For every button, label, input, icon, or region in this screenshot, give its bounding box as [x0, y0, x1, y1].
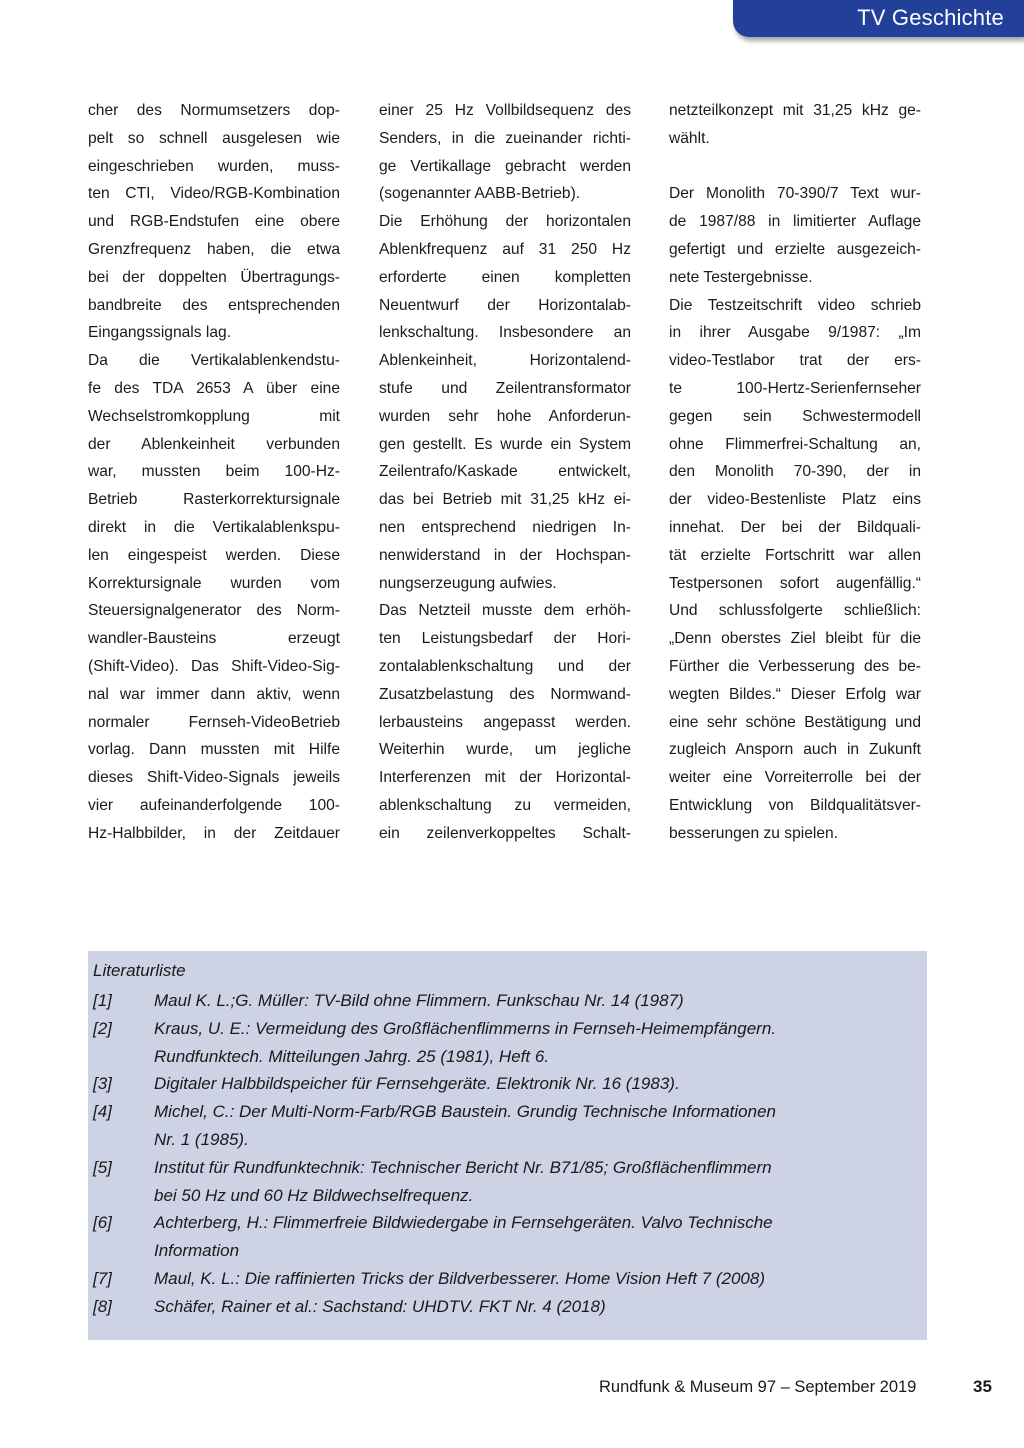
- body-text-line: nen entsprechend niedrigen In-: [379, 518, 631, 536]
- body-text-line: tät erzielte Fortschritt war allen: [669, 546, 921, 564]
- body-text-line: Betrieb Rasterkorrektursignale: [88, 491, 340, 509]
- body-text-line: Zeilentrafo/Kaskade entwickelt,: [379, 463, 631, 481]
- section-header-tab: [733, 0, 1024, 37]
- body-text-line: stufe und Zeilentransformator: [379, 379, 631, 397]
- body-text-line: ein zeilenverkoppeltes Schalt-: [379, 824, 631, 842]
- body-text-line: nete Testergebnisse.: [669, 268, 813, 286]
- body-text-line: vorlag. Dann mussten mit Hilfe: [88, 741, 340, 759]
- paragraph-spacer: [669, 153, 921, 181]
- reference-text: Michel, C.: Der Multi-Norm-Farb/RGB Baustein. Grundig Technische Informationen: [154, 1102, 776, 1122]
- body-text-line: len eingespeist werden. Diese: [88, 546, 340, 564]
- section-title: TV Geschichte: [857, 5, 1004, 30]
- body-text-line: wählt.: [669, 129, 710, 147]
- body-text-line: (Shift-Video). Das Shift-Video-Sig-: [88, 657, 340, 675]
- reference-text: bei 50 Hz und 60 Hz Bildwechselfrequenz.: [154, 1185, 474, 1205]
- body-text-line: den Monolith 70-390, der in: [669, 463, 921, 481]
- body-text-line: gefertigt und erzielte ausgezeich-: [669, 240, 921, 258]
- body-text-line: Senders, in die zueinander richti-: [379, 129, 631, 147]
- body-text-line: ohne Flimmerfrei-Schaltung an,: [669, 435, 921, 453]
- body-text-line: Das Netzteil musste dem erhöh-: [379, 602, 631, 620]
- body-text-line: Grenzfrequenz haben, die etwa: [88, 240, 340, 258]
- body-text-line: cher des Normumsetzers dop-: [88, 102, 340, 119]
- reference-number: [4]: [93, 1102, 112, 1122]
- body-text-line: nungserzeugung aufwies.: [379, 574, 557, 592]
- body-text-line: de 1987/88 in limitierter Auflage: [669, 213, 921, 231]
- body-text-line: pelt so schnell ausgelesen wie: [88, 129, 340, 147]
- body-text-line: gegen sein Schwestermodell: [669, 407, 921, 425]
- body-text-line: der Ablenkeinheit verbunden: [88, 435, 340, 453]
- reference-text: Achterberg, H.: Flimmerfreie Bildwiedergabe in Fernsehgeräten. Valvo Technische: [154, 1213, 773, 1233]
- body-text-line: netzteilkonzept mit 31,25 kHz ge-: [669, 102, 921, 119]
- body-text-line: war, mussten beim 100-Hz-: [88, 463, 340, 481]
- body-text-line: Ablenkfrequenz auf 31 250 Hz: [379, 240, 631, 258]
- body-text-line: eine sehr schöne Bestätigung und: [669, 713, 921, 731]
- body-text-line: Entwicklung von Bildqualitätsver-: [669, 796, 921, 814]
- body-text-line: normaler Fernseh-VideoBetrieb: [88, 713, 340, 731]
- reference-text: Digitaler Halbbildspeicher für Fernsehgeräte. Elektronik Nr. 16 (1983).: [154, 1074, 680, 1094]
- reference-list-title: Literaturliste: [93, 961, 186, 980]
- body-text-line: nal war immer dann aktiv, wenn: [88, 685, 340, 703]
- body-text-line: dieses Shift-Video-Signals jeweils: [88, 769, 340, 787]
- body-text-line: Der Monolith 70-390/7 Text wur-: [669, 185, 921, 203]
- body-text-line: te 100-Hertz-Serienfernseher: [669, 379, 921, 397]
- footer-publication: Rundfunk & Museum 97 – September 2019: [599, 1378, 917, 1396]
- body-text-line: besserungen zu spielen.: [669, 824, 839, 842]
- reference-number: [8]: [93, 1296, 112, 1316]
- body-text-line: Ablenkeinheit, Horizontalend-: [379, 352, 631, 370]
- body-text-line: ten Leistungsbedarf der Hori-: [379, 630, 631, 648]
- body-text-line: Hz-Halbbilder, in der Zeitdauer: [88, 824, 340, 842]
- body-text-line: gen gestellt. Es wurde ein System: [379, 435, 631, 453]
- body-text-line: zontalablenkschaltung und der: [379, 657, 631, 675]
- body-text-line: lerbausteins angepasst werden.: [379, 713, 631, 731]
- body-text-line: video-Testlabor trat der ers-: [669, 352, 921, 370]
- body-text-line: ge Vertikallage gebracht werden: [379, 157, 631, 175]
- reference-number: [2]: [93, 1018, 112, 1038]
- reference-text: Information: [154, 1241, 240, 1261]
- body-text-line: erforderte einen kompletten: [379, 268, 631, 286]
- reference-number: [5]: [93, 1157, 112, 1177]
- body-text-line: Die Testzeitschrift video schrieb: [669, 296, 921, 314]
- reference-number: [6]: [93, 1213, 112, 1233]
- body-text-line: Da die Vertikalablenkendstu-: [88, 352, 340, 370]
- reference-text: Maul K. L.;G. Müller: TV-Bild ohne Flimmern. Funkschau Nr. 14 (1987): [154, 991, 684, 1010]
- body-text-line: (sogenannter AABB-Betrieb).: [379, 185, 581, 203]
- body-text-line: eingeschrieben wurden, muss-: [88, 157, 340, 175]
- text-column-2: [379, 97, 631, 848]
- body-text-line: innehat. Der bei der Bildquali-: [669, 518, 921, 536]
- body-text-line: wegten Bildes.“ Dieser Erfolg war: [669, 685, 921, 703]
- body-text-line: wandler-Bausteins erzeugt: [88, 630, 340, 648]
- body-text-line: Weiterhin wurde, um jegliche: [379, 741, 631, 759]
- body-text-line: Testpersonen sofort augenfällig.“: [669, 574, 921, 592]
- reference-text: Nr. 1 (1985).: [154, 1130, 249, 1149]
- body-text-line: in ihrer Ausgabe 9/1987: „Im: [669, 324, 921, 342]
- body-text-line: wurden sehr hohe Anforderun-: [379, 407, 631, 425]
- body-text-line: zugleich Ansporn auch in Zukunft: [669, 741, 921, 759]
- body-text-line: „Denn oberstes Ziel bleibt für die: [669, 630, 921, 648]
- body-text-line: lenkschaltung. Insbesondere an: [379, 324, 631, 342]
- body-text-line: Steuersignalgenerator des Norm-: [88, 602, 340, 620]
- body-text-line: Fürther die Verbesserung des be-: [669, 657, 921, 675]
- body-text-line: Wechselstromkopplung mit: [88, 407, 340, 425]
- reference-text: Kraus, U. E.: Vermeidung des Großflächenflimmerns in Fernseh-Heimempfängern.: [154, 1018, 777, 1038]
- body-text-line: Und schlussfolgerte schließlich:: [669, 602, 921, 620]
- body-text-line: bandbreite des entsprechenden: [88, 296, 340, 314]
- reference-number: [1]: [93, 991, 112, 1010]
- text-column-1: [88, 97, 340, 848]
- body-text-line: Interferenzen mit der Horizontal-: [379, 769, 631, 787]
- body-text-line: Zusatzbelastung des Normwand-: [379, 685, 631, 703]
- body-text-line: weiter eine Vorreiterrolle bei der: [669, 769, 921, 787]
- body-text-line: das bei Betrieb mit 31,25 kHz ei-: [379, 491, 631, 509]
- body-text-line: vier aufeinanderfolgende 100-: [88, 796, 340, 814]
- reference-number: [7]: [93, 1269, 112, 1288]
- body-text-line: direkt in die Vertikalablenkspu-: [88, 518, 340, 536]
- body-text-line: Eingangssignals lag.: [88, 324, 232, 342]
- reference-number: [3]: [93, 1074, 112, 1094]
- body-text-line: Die Erhöhung der horizontalen: [379, 213, 631, 231]
- reference-text: Maul, K. L.: Die raffinierten Tricks der Bildverbesserer. Home Vision Heft 7 (2008): [154, 1269, 765, 1288]
- body-text-line: Neuentwurf der Horizontalab-: [379, 296, 631, 314]
- body-text-line: Korrektursignale wurden vom: [88, 574, 340, 592]
- body-text-line: der video-Bestenliste Platz eins: [669, 491, 921, 509]
- body-text-line: fe des TDA 2653 A über eine: [88, 379, 340, 397]
- reference-text: Rundfunktech. Mitteilungen Jahrg. 25 (1981), Heft 6.: [154, 1046, 550, 1066]
- reference-text: Institut für Rundfunktechnik: Technischer Bericht Nr. B71/85; Großflächenflimmern: [154, 1157, 772, 1177]
- body-text-line: einer 25 Hz Vollbildsequenz des: [379, 102, 631, 119]
- body-text-line: ten CTI, Video/RGB-Kombination: [88, 185, 340, 203]
- page-number: 35: [973, 1377, 992, 1396]
- text-column-3: [669, 97, 921, 848]
- body-text-line: und RGB-Endstufen eine obere: [88, 213, 340, 231]
- reference-text: Schäfer, Rainer et al.: Sachstand: UHDTV. FKT Nr. 4 (2018): [154, 1296, 606, 1316]
- reference-list-box: [88, 951, 927, 1340]
- body-text-line: nenwiderstand in der Hochspan-: [379, 546, 631, 564]
- body-text-line: ablenkschaltung zu vermeiden,: [379, 796, 631, 814]
- body-text-line: bei der doppelten Übertragungs-: [88, 268, 340, 286]
